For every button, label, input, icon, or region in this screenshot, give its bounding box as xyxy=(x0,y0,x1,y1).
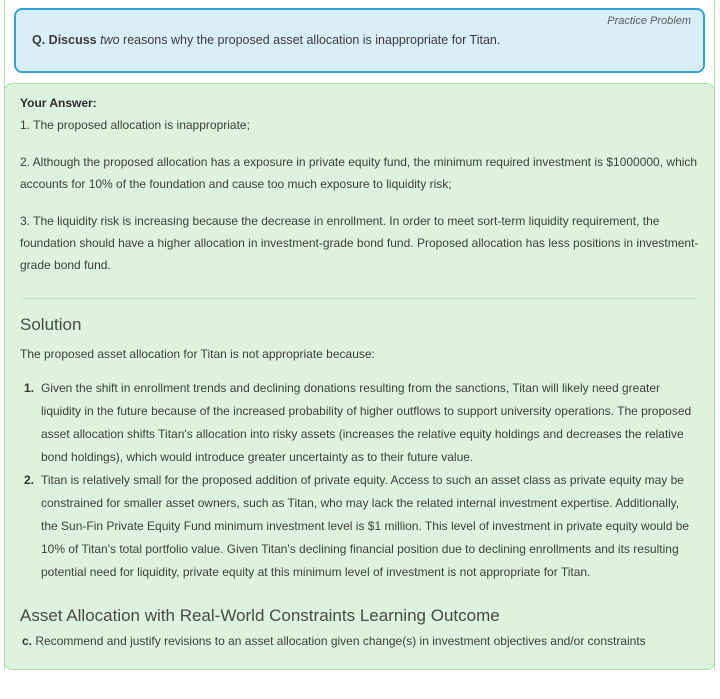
solution-list xyxy=(20,377,699,584)
learning-outcome-heading: Asset Allocation with Real-World Constraints Learning Outcome xyxy=(20,606,500,625)
practice-problem-tag: Practice Problem xyxy=(607,15,691,27)
answer-paragraph: 3. The liquidity risk is increasing because the decrease in enrollment. In order to meet sort-term liquidity requirement, the foundation should have a higher allocation in investment-grade bond fund. Proposed allocation has less positions in investment-grade bond fund. xyxy=(20,214,699,272)
question-text xyxy=(32,31,691,49)
solution-item-marker: 1. xyxy=(24,381,35,395)
solution-item-text: Titan is relatively small for the proposed addition of private equity. Access to such an asset class as private equity may be constrained for smaller asset owners, such as Titan, who may lack the related internal investment expertise. Additionally, the Sun-Fin Private Equity Fund minimum investment level is $1 million. This level of investment in private equity would be 10% of Titan's total portfolio value. Given Titan's declining financial position due to declining enrollments and its resulting potential need for liquidity, private equity at this minimum level of investment is not appropriate for Titan. xyxy=(41,473,690,579)
answer-paragraph: 1. The proposed allocation is inappropriate; xyxy=(20,118,250,132)
answer-solution-card xyxy=(4,83,715,670)
page-container xyxy=(4,0,715,670)
solution-item xyxy=(24,377,699,469)
section-divider xyxy=(22,298,697,299)
question-prefix: Q. Discuss xyxy=(32,33,97,47)
solution-intro: The proposed asset allocation for Titan is not appropriate because: xyxy=(20,347,375,361)
solution-heading: Solution xyxy=(20,315,82,334)
answer-paragraph: 2. Although the proposed allocation has a exposure in private equity fund, the minimum required investment is $1000000, which accounts for 10% of the foundation and cause too much exposure to liquidity risk; xyxy=(20,155,698,191)
solution-item-text: Given the shift in enrollment trends and declining donations resulting from the sanctions, Titan will likely need greater liquidity in the future because of the increased probability of higher outflows to support university operations. The proposed asset allocation shifts Titan's allocation into risky assets (increases the relative equity holdings and decreases the relative bond holdings), which would introduce greater uncertainty as to their future value. xyxy=(41,381,692,464)
question-emphasis: two xyxy=(96,33,120,47)
learning-outcome-text: Recommend and justify revisions to an asset allocation given change(s) in investment objectives and/or constraints xyxy=(35,634,646,648)
learning-outcome-marker: c. xyxy=(22,634,33,648)
solution-item xyxy=(24,469,699,584)
solution-item-marker: 2. xyxy=(24,473,35,487)
practice-problem-card xyxy=(14,8,705,73)
learning-outcome-line xyxy=(20,630,699,653)
question-rest: reasons why the proposed asset allocation is inappropriate for Titan. xyxy=(119,33,501,47)
your-answer-label: Your Answer: xyxy=(20,96,97,110)
